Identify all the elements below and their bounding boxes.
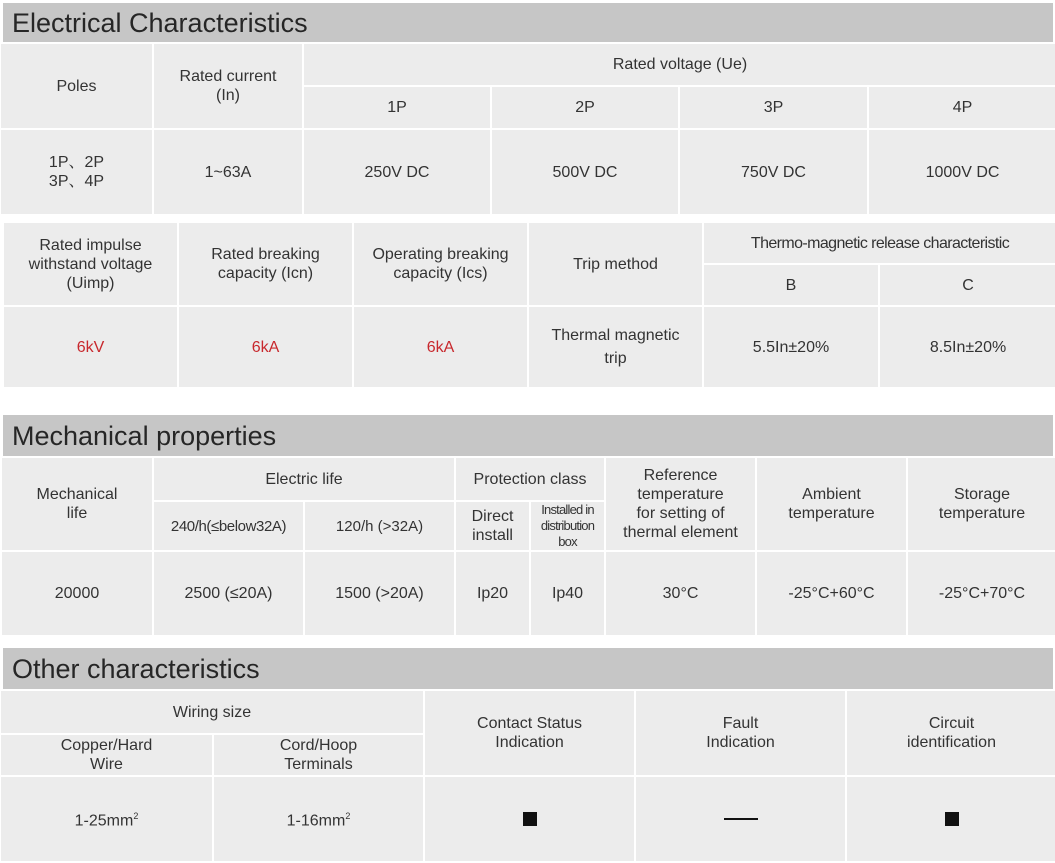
electric-life-value-low: 2500 (≤20A)	[153, 551, 304, 636]
dash-line-icon	[724, 818, 758, 820]
rated-voltage-header: Rated voltage (Ue)	[303, 43, 1055, 86]
wiring-value-copper	[0, 776, 213, 862]
breaking-capacity-header: Rated breaking capacity (Icn)	[178, 222, 353, 306]
voltage-value-2p: 500V DC	[491, 129, 679, 215]
voltage-col-2p: 2P	[491, 86, 679, 129]
wiring-size-header: Wiring size	[0, 690, 424, 734]
protection-col-direct: Direct install	[455, 501, 530, 551]
voltage-col-3p: 3P	[679, 86, 868, 129]
thermo-col-b: B	[703, 264, 879, 306]
rated-current-value: 1~63A	[153, 129, 303, 215]
other-title-bar	[3, 648, 1053, 690]
voltage-col-4p: 4P	[868, 86, 1055, 129]
wiring-cord-unit-sup: 2	[345, 811, 351, 822]
poles-header: Poles	[0, 43, 153, 129]
thermo-release-header: Thermo-magnetic release characteristic	[703, 222, 1055, 264]
fault-indication-header: Fault Indication	[635, 690, 846, 776]
filled-square-icon	[523, 812, 537, 826]
reference-temperature-value: 30°C	[605, 551, 756, 636]
fault-indication-value	[635, 776, 846, 862]
electric-life-col-low: 240/h(≤below32A)	[153, 501, 304, 551]
circuit-identification-header: Circuit identification	[846, 690, 1055, 776]
wiring-copper-unit-sup: 2	[133, 811, 139, 822]
electric-life-header: Electric life	[153, 457, 455, 501]
voltage-value-4p: 1000V DC	[868, 129, 1055, 215]
mechanical-life-value: 20000	[1, 551, 153, 636]
circuit-identification-value	[846, 776, 1055, 862]
trip-method-header: Trip method	[528, 222, 703, 306]
operating-capacity-header: Operating breaking capacity (Ics)	[353, 222, 528, 306]
rated-current-header: Rated current (In)	[153, 43, 303, 129]
protection-value-direct: Ip20	[455, 551, 530, 636]
operating-capacity-value: 6kA	[353, 306, 528, 388]
contact-status-header: Contact Status Indication	[424, 690, 635, 776]
wiring-col-cord: Cord/Hoop Terminals	[213, 734, 424, 776]
other-title: Other characteristics	[12, 653, 260, 684]
filled-square-icon	[945, 812, 959, 826]
thermo-value-b: 5.5In±20%	[703, 306, 879, 388]
storage-temperature-header: Storage temperature	[907, 457, 1055, 551]
wiring-value-copper-text: 1-25mm	[74, 812, 134, 830]
other-table	[0, 689, 1055, 863]
protection-value-box: Ip40	[530, 551, 605, 636]
ambient-temperature-value: -25°C+60°C	[756, 551, 907, 636]
wiring-value-cord	[213, 776, 424, 862]
wiring-col-copper: Copper/Hard Wire	[0, 734, 213, 776]
protection-col-box: Installed in distribution box	[530, 501, 605, 551]
thermo-value-c: 8.5In±20%	[879, 306, 1055, 388]
ambient-temperature-header: Ambient temperature	[756, 457, 907, 551]
impulse-value: 6kV	[3, 306, 178, 388]
electrical-table-2	[2, 221, 1055, 389]
impulse-header: Rated impulse withstand voltage (Uimp)	[3, 222, 178, 306]
storage-temperature-value: -25°C+70°C	[907, 551, 1055, 636]
poles-value: 1P、2P 3P、4P	[0, 129, 153, 215]
trip-method-value: Thermal magnetic trip	[528, 306, 703, 388]
mechanical-title: Mechanical properties	[12, 420, 277, 451]
voltage-col-1p: 1P	[303, 86, 491, 129]
contact-status-value	[424, 776, 635, 862]
electric-life-value-high: 1500 (>20A)	[304, 551, 455, 636]
voltage-value-3p: 750V DC	[679, 129, 868, 215]
mechanical-life-header: Mechanical life	[1, 457, 153, 551]
electric-life-col-high: 120/h (>32A)	[304, 501, 455, 551]
electrical-title: Electrical Characteristics	[12, 7, 308, 38]
electrical-table-1	[0, 42, 1055, 216]
breaking-capacity-value: 6kA	[178, 306, 353, 388]
electrical-title-bar	[3, 3, 1053, 43]
protection-class-header: Protection class	[455, 457, 605, 501]
reference-temperature-header: Reference temperature for setting of thermal element	[605, 457, 756, 551]
wiring-value-cord-text: 1-16mm	[286, 812, 346, 830]
voltage-value-1p: 250V DC	[303, 129, 491, 215]
thermo-col-c: C	[879, 264, 1055, 306]
mechanical-table	[0, 456, 1055, 637]
mechanical-title-bar	[3, 415, 1053, 457]
